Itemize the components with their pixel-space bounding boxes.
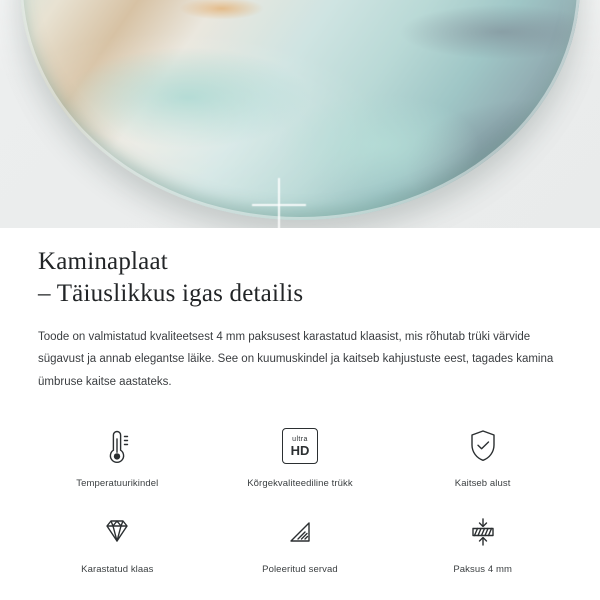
text-content [0,228,600,393]
feature-label: Kõrgekvaliteediline trükk [247,478,353,490]
polished-edges-icon [278,509,322,555]
feature-label: Paksus 4 mm [453,564,512,576]
thickness-arrows-icon [461,509,505,555]
ultra-hd-badge-icon [282,423,318,469]
feature-item-polished-edges [215,509,385,575]
feature-item-thickness [398,509,568,575]
feature-item-tempered-glass [32,509,202,575]
headline-line-2: – Täiuslikkus igas detailis [38,280,304,307]
round-marble-plate-image [20,0,580,220]
diamond-icon [95,509,139,555]
feature-label: Poleeritud servad [262,564,338,576]
page-title [38,246,562,310]
feature-item-print-quality [215,423,385,489]
description-paragraph: Toode on valmistatud kvaliteetsest 4 mm paksusest karastatud klaasist, mis rõhutab trüki värvide sügavust ja annab elegantse läike. See on kuumuskindel ja kaitseb kahjustuste eest, tagades kamina ümbruse kaitse aastateks. [38,331,554,388]
feature-item-protects-surface [398,423,568,489]
badge-top-text: ultra [292,435,308,443]
thermometer-icon [97,423,137,469]
shield-check-icon [463,423,503,469]
feature-label: Kaitseb alust [454,478,511,490]
feature-item-temperature [32,423,202,489]
hero-image [0,0,600,228]
feature-grid [0,423,600,575]
headline-line-1: Kaminaplaat [38,248,168,275]
badge-bottom-text: HD [290,442,310,458]
feature-label: Karastatud klaas [81,564,154,576]
feature-label: Temperatuurikindel [76,478,159,490]
